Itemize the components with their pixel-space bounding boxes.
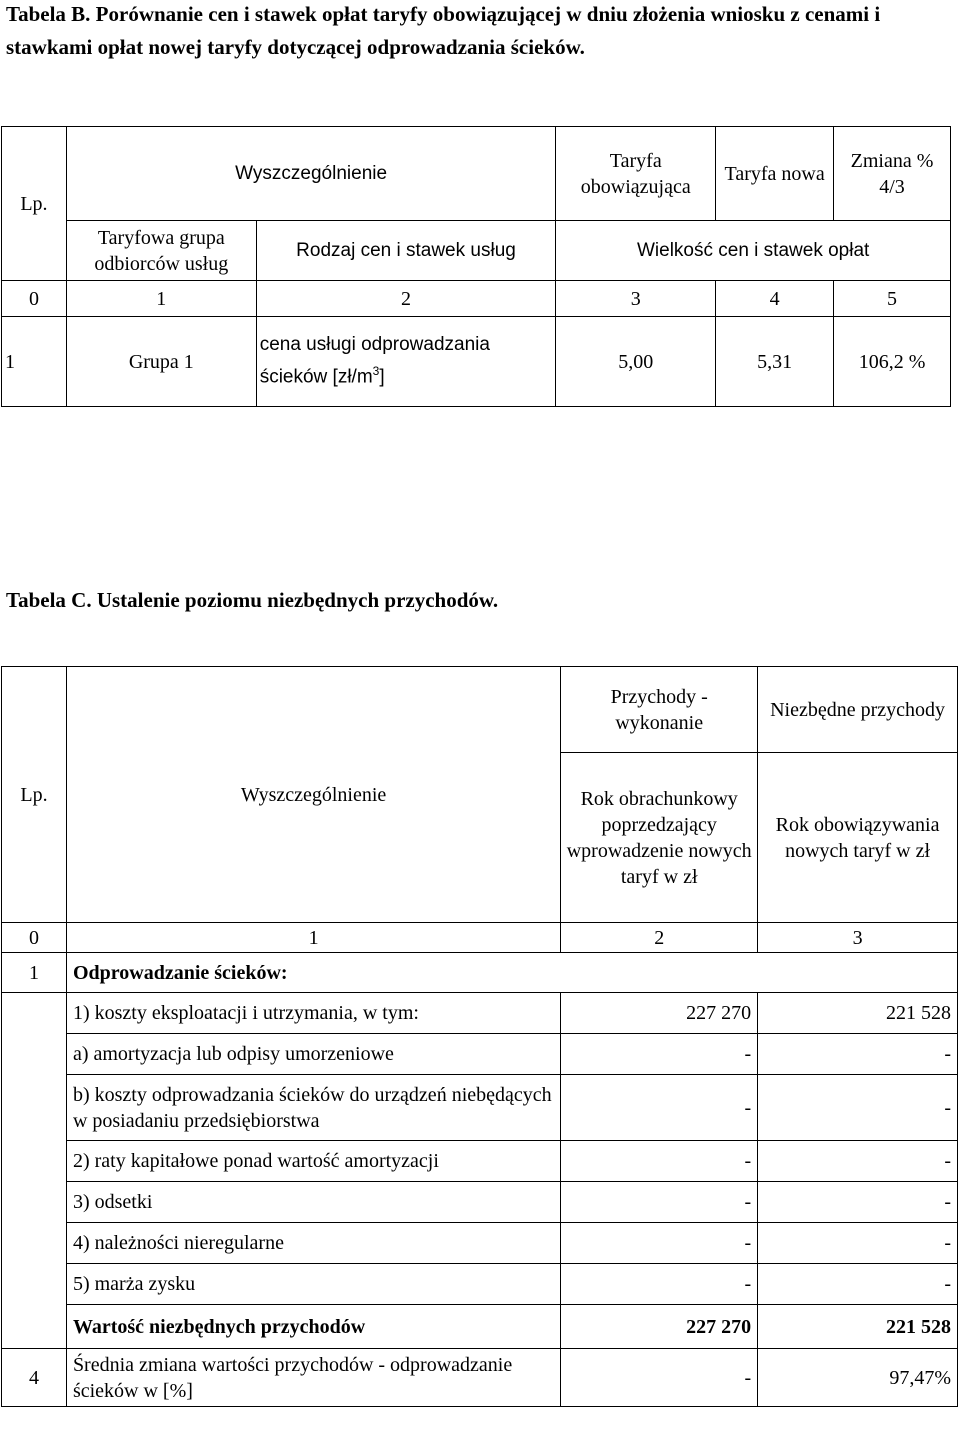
table-row-label: 2) raty kapitałowe ponad wartość amortyzacji <box>66 1141 560 1182</box>
table-row-value: - <box>758 1034 958 1075</box>
section-label: Odprowadzanie ścieków: <box>66 953 957 993</box>
row-obowiazujaca: 5,00 <box>556 317 716 407</box>
header-zmiana: Zmiana % 4/3 <box>834 127 951 221</box>
total-value: 221 528 <box>758 1305 958 1349</box>
header-taryfa-obowiazujaca: Taryfa obowiązująca <box>556 127 716 221</box>
header-rodzaj: Rodzaj cen i stawek usług <box>256 221 556 281</box>
table-c-title: Tabela C. Ustalenie poziomu niezbędnych przychodów. <box>6 588 499 612</box>
col-number: 4 <box>716 281 834 317</box>
section-lp: 1 <box>2 953 67 993</box>
total-label: Wartość niezbędnych przychodów <box>66 1305 560 1349</box>
row-grupa: Grupa 1 <box>66 317 256 407</box>
header-wyszczegolnienie: Wyszczególnienie <box>66 667 560 923</box>
col-number: 3 <box>758 923 958 953</box>
row-zmiana: 106,2 % <box>834 317 951 407</box>
header-niezbedne-przychody: Niezbędne przychody <box>758 667 958 753</box>
table-row-value: - <box>758 1223 958 1264</box>
rodzaj-text: cena usługi odprowadzania ścieków [zł/m <box>259 334 490 388</box>
table-row-value: - <box>758 1264 958 1305</box>
table-row-label: 1) koszty eksploatacji i utrzymania, w tym: <box>66 993 560 1034</box>
rodzaj-superscript: 3 <box>372 364 380 379</box>
table-row-label: 4) należności nieregularne <box>66 1223 560 1264</box>
row-rodzaj <box>256 317 556 407</box>
header-wyszczegolnienie: Wyszczególnienie <box>66 127 555 221</box>
rodzaj-tail: ] <box>379 366 385 388</box>
header-przychody-wykonanie: Przychody - wykonanie <box>561 667 758 753</box>
table-row-value: - <box>561 1034 758 1075</box>
table-row-value: - <box>561 1075 758 1141</box>
table-b <box>1 126 951 407</box>
col-number: 2 <box>256 281 556 317</box>
header-rok-obowiazywania: Rok obowiązywania nowych taryf w zł <box>758 753 958 923</box>
table-row-value: - <box>561 1264 758 1305</box>
header-taryfa-nowa: Taryfa nowa <box>716 127 834 221</box>
last-row-value: 97,47% <box>758 1349 958 1407</box>
col-number: 3 <box>556 281 716 317</box>
header-rok-obrachunkowy: Rok obrachunkowy poprzedzający wprowadzenie nowych taryf w zł <box>561 753 758 923</box>
table-row-label: b) koszty odprowadzania ścieków do urządzeń niebędących w posiadaniu przedsiębiorstwa <box>66 1075 560 1141</box>
row-lp: 1 <box>2 317 67 407</box>
table-row-value: - <box>758 1182 958 1223</box>
table-row-value: 227 270 <box>561 993 758 1034</box>
total-value: 227 270 <box>561 1305 758 1349</box>
table-b-title: Tabela B. Porównanie cen i stawek opłat taryfy obowiązującej w dniu złożenia wniosku z cenami i stawkami opłat nowej taryfy dotyczącej odprowadzania ścieków. <box>6 2 881 59</box>
header-grupa: Taryfowa grupa odbiorców usług <box>66 221 256 281</box>
table-c <box>1 666 958 1407</box>
last-row-label: Średnia zmiana wartości przychodów - odprowadzanie ścieków w [%] <box>66 1349 560 1407</box>
table-row-value: - <box>561 1223 758 1264</box>
last-row-value: - <box>561 1349 758 1407</box>
header-wielkosc: Wielkość cen i stawek opłat <box>556 221 951 281</box>
row-nowa: 5,31 <box>716 317 834 407</box>
col-number: 2 <box>561 923 758 953</box>
col-number: 0 <box>2 281 67 317</box>
table-row-value: - <box>758 1075 958 1141</box>
table-row-value: 221 528 <box>758 993 958 1034</box>
header-lp: Lp. <box>2 667 67 923</box>
table-row-value: - <box>561 1182 758 1223</box>
table-row-label: 3) odsetki <box>66 1182 560 1223</box>
last-row-lp: 4 <box>2 1349 67 1407</box>
table-row-label: a) amortyzacja lub odpisy umorzeniowe <box>66 1034 560 1075</box>
table-row-value: - <box>758 1141 958 1182</box>
header-lp: Lp. <box>2 127 67 281</box>
col-number: 0 <box>2 923 67 953</box>
col-number: 1 <box>66 923 560 953</box>
table-row-value: - <box>561 1141 758 1182</box>
table-row-label: 5) marża zysku <box>66 1264 560 1305</box>
col-number: 1 <box>66 281 256 317</box>
section-lp-spacer <box>2 993 67 1349</box>
col-number: 5 <box>834 281 951 317</box>
